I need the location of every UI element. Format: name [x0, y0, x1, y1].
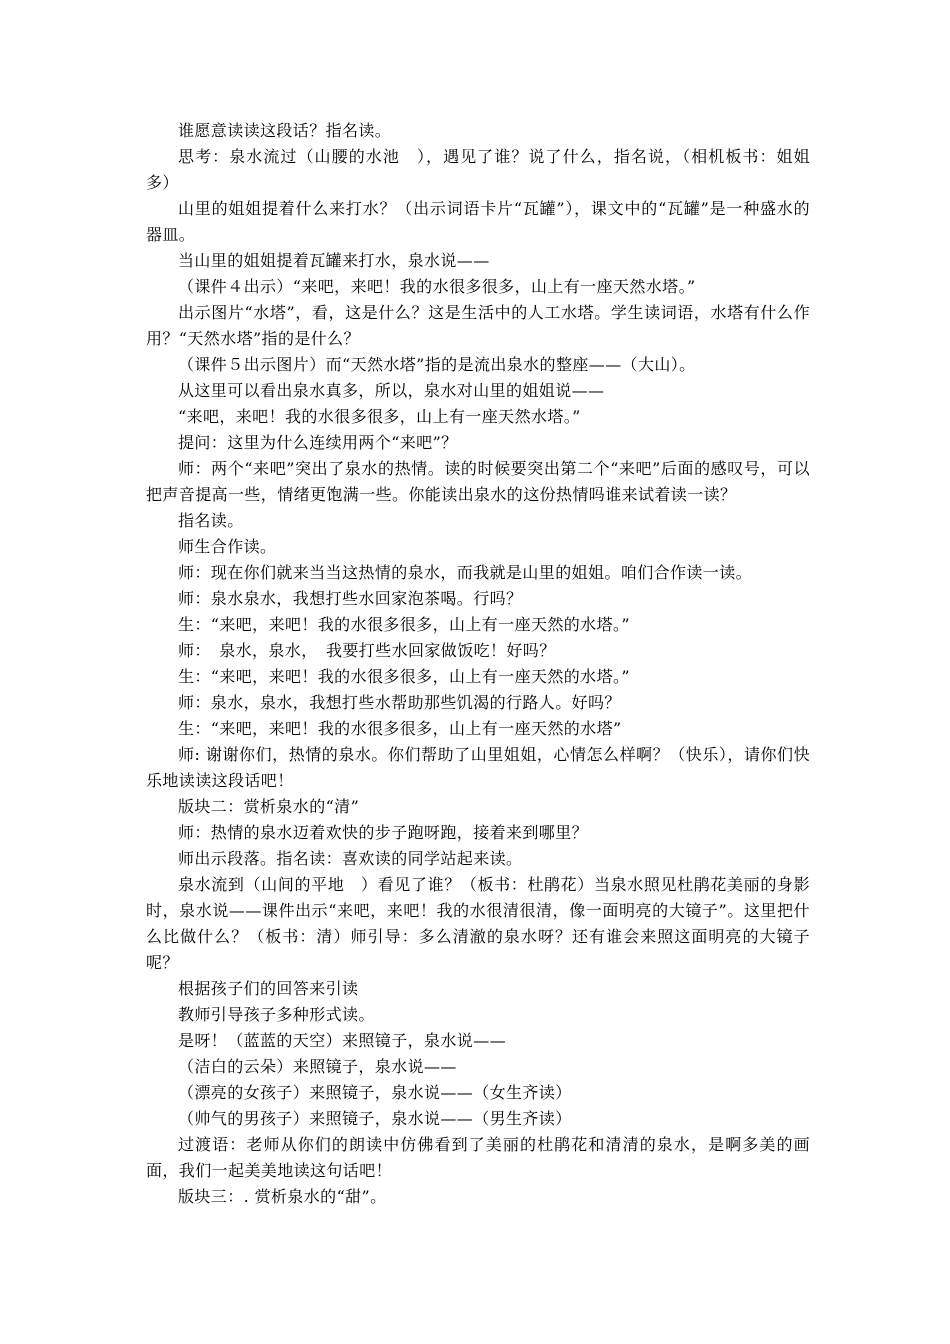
paragraph: （洁白的云朵）来照镜子，泉水说—— — [178, 1057, 457, 1076]
paragraph: 生：“来吧，来吧！我的水很多很多，山上有一座天然的水塔” — [178, 719, 622, 738]
paragraph: 生：“来吧，来吧！我的水很多很多，山上有一座天然的水塔。” — [178, 667, 630, 686]
paragraph: （帅气的男孩子）来照镜子，泉水说——（男生齐读） — [178, 1109, 572, 1128]
paragraph: 师： 泉水，泉水， 我要打些水回家做饭吃！好吗？ — [178, 641, 556, 660]
paragraph: 指名读。 — [178, 511, 244, 530]
paragraph: 出示图片“水塔”，看，这是什么？这是生活中的人工水塔。学生读词语，水塔有什么作用？“天然水塔”指的是什么？ — [146, 303, 810, 348]
paragraph: 师：两个“来吧”突出了泉水的热情。读的时候要突出第二个“来吧”后面的感叹号，可以把声音提高一些，情绪更饱满一些。你能读出泉水的这份热情吗谁来试着读一读？ — [146, 459, 810, 504]
paragraph: 是呀！（蓝蓝的天空）来照镜子，泉水说—— — [178, 1031, 507, 1050]
paragraph: 教师引导孩子多种形式读。 — [178, 1005, 375, 1024]
paragraph: （课件４出示）“来吧，来吧！我的水很多很多，山上有一座天然水塔。” — [178, 277, 696, 296]
paragraph: （课件５出示图片）而“天然水塔”指的是流出泉水的整座——（大山）。 — [178, 355, 696, 374]
paragraph: 提问：这里为什么连续用两个“来吧”？ — [178, 433, 458, 452]
paragraph: 师: 谢谢你们，热情的泉水。你们帮助了山里姐姐，心情怎么样啊？（快乐），请你们快乐地读读这段话吧！ — [146, 745, 810, 790]
section-heading: 版块三：. 赏析泉水的“甜”。 — [178, 1187, 387, 1206]
paragraph: 思考：泉水流过（山腰的水池 ），遇见了谁？说了什么，指名说，（相机板书：姐姐 多） — [146, 147, 810, 192]
paragraph: 谁愿意读读这段话？指名读。 — [178, 121, 392, 140]
paragraph: （漂亮的女孩子）来照镜子，泉水说——（女生齐读） — [178, 1083, 572, 1102]
document-page — [146, 118, 810, 1210]
paragraph: 根据孩子们的回答来引读 — [178, 979, 359, 998]
paragraph: 师出示段落。指名读：喜欢读的同学站起来读。 — [178, 849, 523, 868]
paragraph: 泉水流到（山间的平地 ）看见了谁？（板书：杜鹃花）当泉水照见杜鹃花美丽的身影时，泉水说——课件出示“来吧，来吧！我的水很清很清，像一面明亮的大镜子”。这里把什么比做什么？（板书：清）师引导：多么清澈的泉水呀？还有谁会来照这面明亮的大镜子呢？ — [146, 875, 810, 972]
paragraph: 师：泉水泉水，我想打些水回家泡茶喝。行吗？ — [178, 589, 523, 608]
paragraph: 师：泉水，泉水，我想打些水帮助那些饥渴的行路人。好吗？ — [178, 693, 621, 712]
paragraph: 当山里的姐姐提着瓦罐来打水，泉水说—— — [178, 251, 490, 270]
paragraph: 过渡语：老师从你们的朗读中仿佛看到了美丽的杜鹃花和清清的泉水，是啊多美的画面，我们一起美美地读这句话吧！ — [146, 1135, 810, 1180]
paragraph: 师：热情的泉水迈着欢快的步子跑呀跑，接着来到哪里？ — [178, 823, 589, 842]
paragraph: “来吧，来吧！我的水很多很多，山上有一座天然水塔。” — [178, 407, 581, 426]
paragraph: 师生合作读。 — [178, 537, 277, 556]
paragraph: 山里的姐姐提着什么来打水？（出示词语卡片“瓦罐”），课文中的“瓦罐”是一种盛水的器皿。 — [146, 199, 810, 244]
paragraph: 从这里可以看出泉水真多，所以，泉水对山里的姐姐说—— — [178, 381, 605, 400]
paragraph: 生：“来吧，来吧！我的水很多很多，山上有一座天然的水塔。” — [178, 615, 630, 634]
paragraph: 师：现在你们就来当当这热情的泉水，而我就是山里的姐姐。咱们合作读一读。 — [178, 563, 753, 582]
section-heading: 版块二：赏析泉水的“清” — [178, 797, 360, 816]
